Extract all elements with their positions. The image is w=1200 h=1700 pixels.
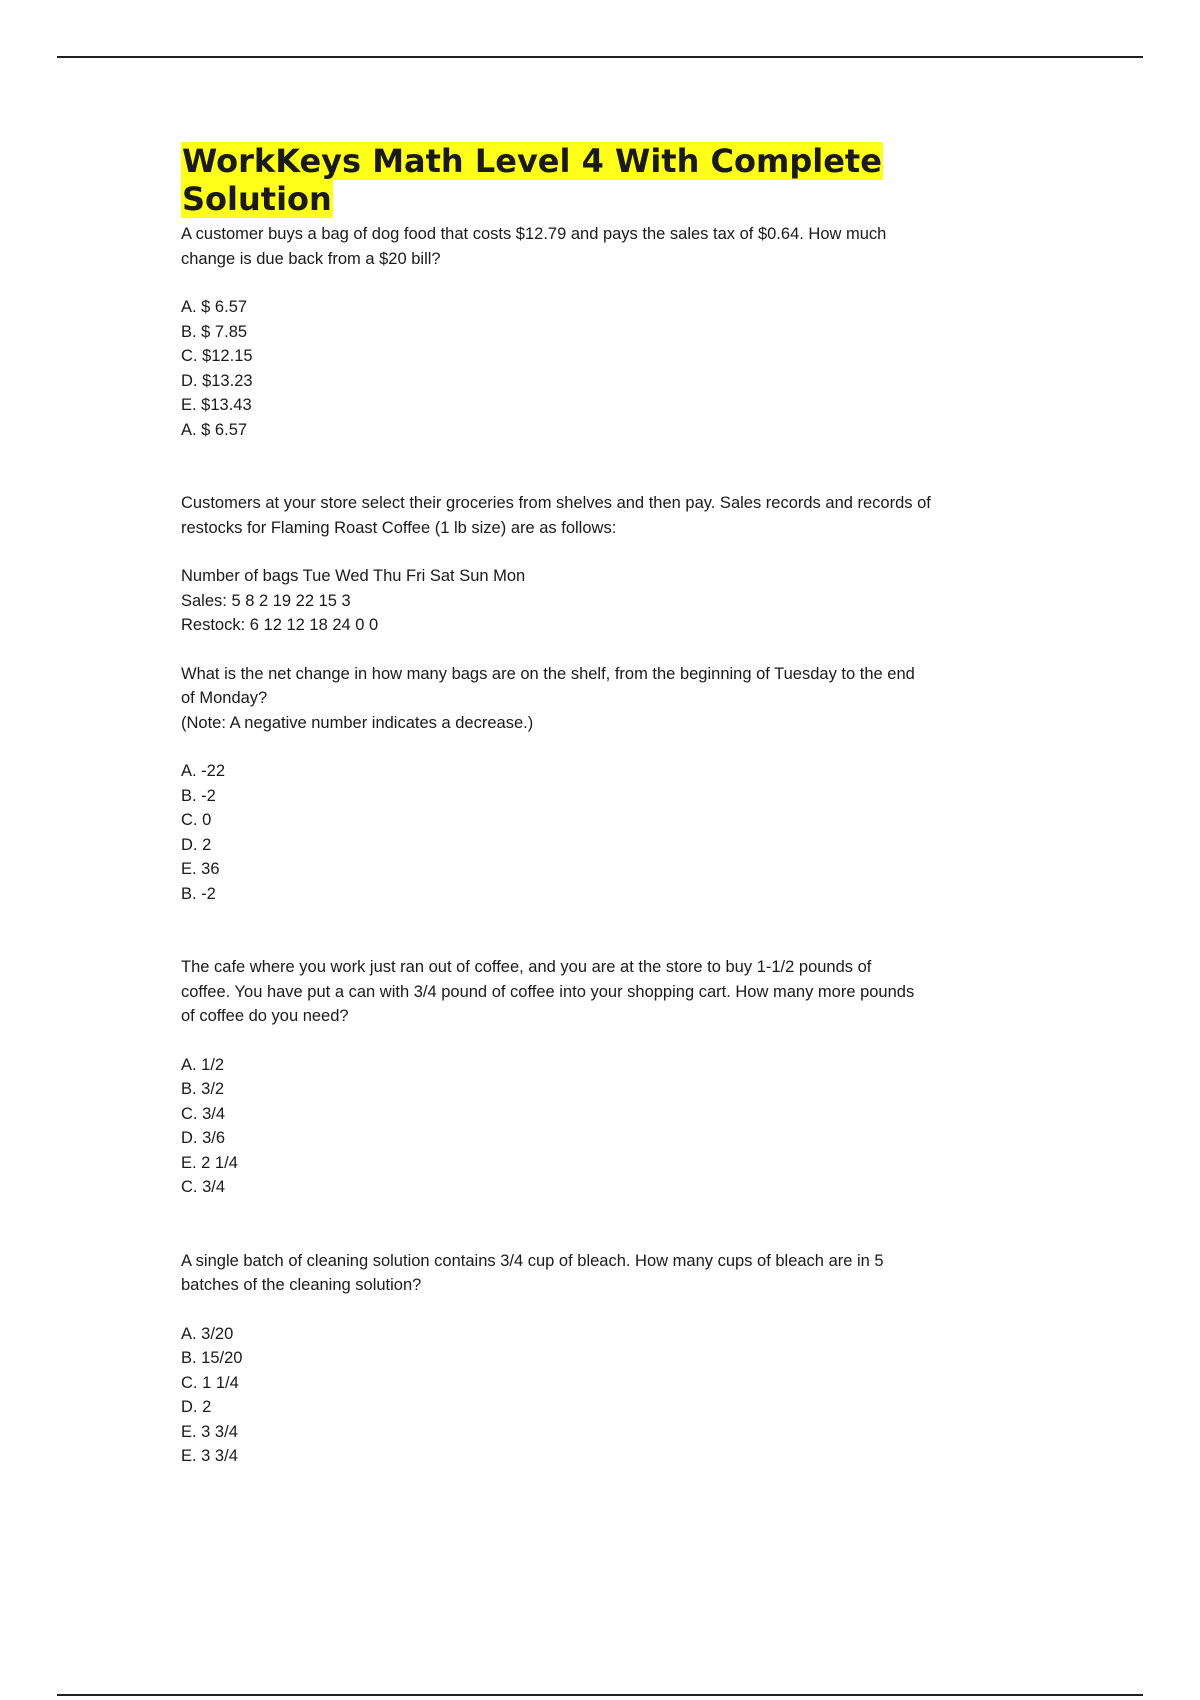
table-line: Sales: 5 8 2 19 22 15 3 [181,591,351,610]
text-line: batches of the cleaning solution? [181,1276,422,1294]
document-body [181,142,1041,1469]
question-1-answer: A. $ 6.57 [181,420,248,439]
option-e: E. $13.43 [181,396,252,414]
bottom-rule [57,1694,1143,1696]
option-a: A. -22 [181,762,226,780]
text-line: restocks for Flaming Roast Coffee (1 lb size) are as follows: [181,518,617,537]
option-b: B. 3/2 [181,1080,225,1098]
question-2-table [181,564,1041,638]
option-c: C. 3/4 [181,1104,226,1123]
question-4 [181,1249,1041,1469]
option-a: A. 3/20 [181,1324,234,1343]
text-line: What is the net change in how many bags are on the shelf, from the beginning of Tuesday to the end [181,664,915,683]
question-2-answer: B. -2 [181,884,216,903]
document-title: WorkKeys Math Level 4 With Complete Solution [182,142,882,218]
text-line: (Note: A negative number indicates a decrease.) [181,713,534,732]
question-4-options [181,1322,1041,1445]
question-1-options [181,295,1041,418]
option-d: D. 2 [181,835,212,854]
text-line: Customers at your store select their groceries from shelves and then pay. Sales records and records of [181,494,931,512]
question-3-options [181,1053,1041,1176]
option-e: E. 2 1/4 [181,1153,238,1172]
text-line: A customer buys a bag of dog food that costs $12.79 and pays the sales tax of $0.64. How much [181,225,887,243]
question-2-options [181,759,1041,882]
question-2-intro [181,491,1041,540]
text-line: The cafe where you work just ran out of coffee, and you are at the store to buy 1-1/2 pounds of [181,958,872,976]
question-4-answer: E. 3 3/4 [181,1447,238,1465]
option-e: E. 3 3/4 [181,1422,238,1441]
text-line: change is due back from a $20 bill? [181,249,441,268]
question-2 [181,491,1041,906]
option-b: B. $ 7.85 [181,322,248,341]
option-d: D. $13.23 [181,371,253,390]
option-b: B. 15/20 [181,1349,243,1367]
top-rule [57,56,1143,58]
option-a: A. 1/2 [181,1055,225,1074]
question-1-text [181,222,1041,271]
question-3-answer: C. 3/4 [181,1178,226,1196]
table-line: Restock: 6 12 12 18 24 0 0 [181,616,379,634]
text-line: A single batch of cleaning solution contains 3/4 cup of bleach. How many cups of bleach are in 5 [181,1251,884,1270]
option-d: D. 2 [181,1398,212,1416]
option-e: E. 36 [181,860,220,878]
option-c: C. $12.15 [181,347,253,365]
text-line: of Monday? [181,689,268,707]
option-c: C. 1 1/4 [181,1373,239,1392]
question-1 [181,222,1041,442]
text-line: of coffee do you need? [181,1007,349,1025]
question-4-text [181,1249,1041,1298]
question-3 [181,955,1041,1200]
option-b: B. -2 [181,786,216,805]
question-2-text [181,662,1041,736]
table-line: Number of bags Tue Wed Thu Fri Sat Sun Mon [181,567,526,585]
option-a: A. $ 6.57 [181,298,248,316]
option-c: C. 0 [181,811,212,829]
question-3-text [181,955,1041,1029]
option-d: D. 3/6 [181,1129,226,1147]
text-line: coffee. You have put a can with 3/4 pound of coffee into your shopping cart. How many more pounds [181,982,915,1001]
